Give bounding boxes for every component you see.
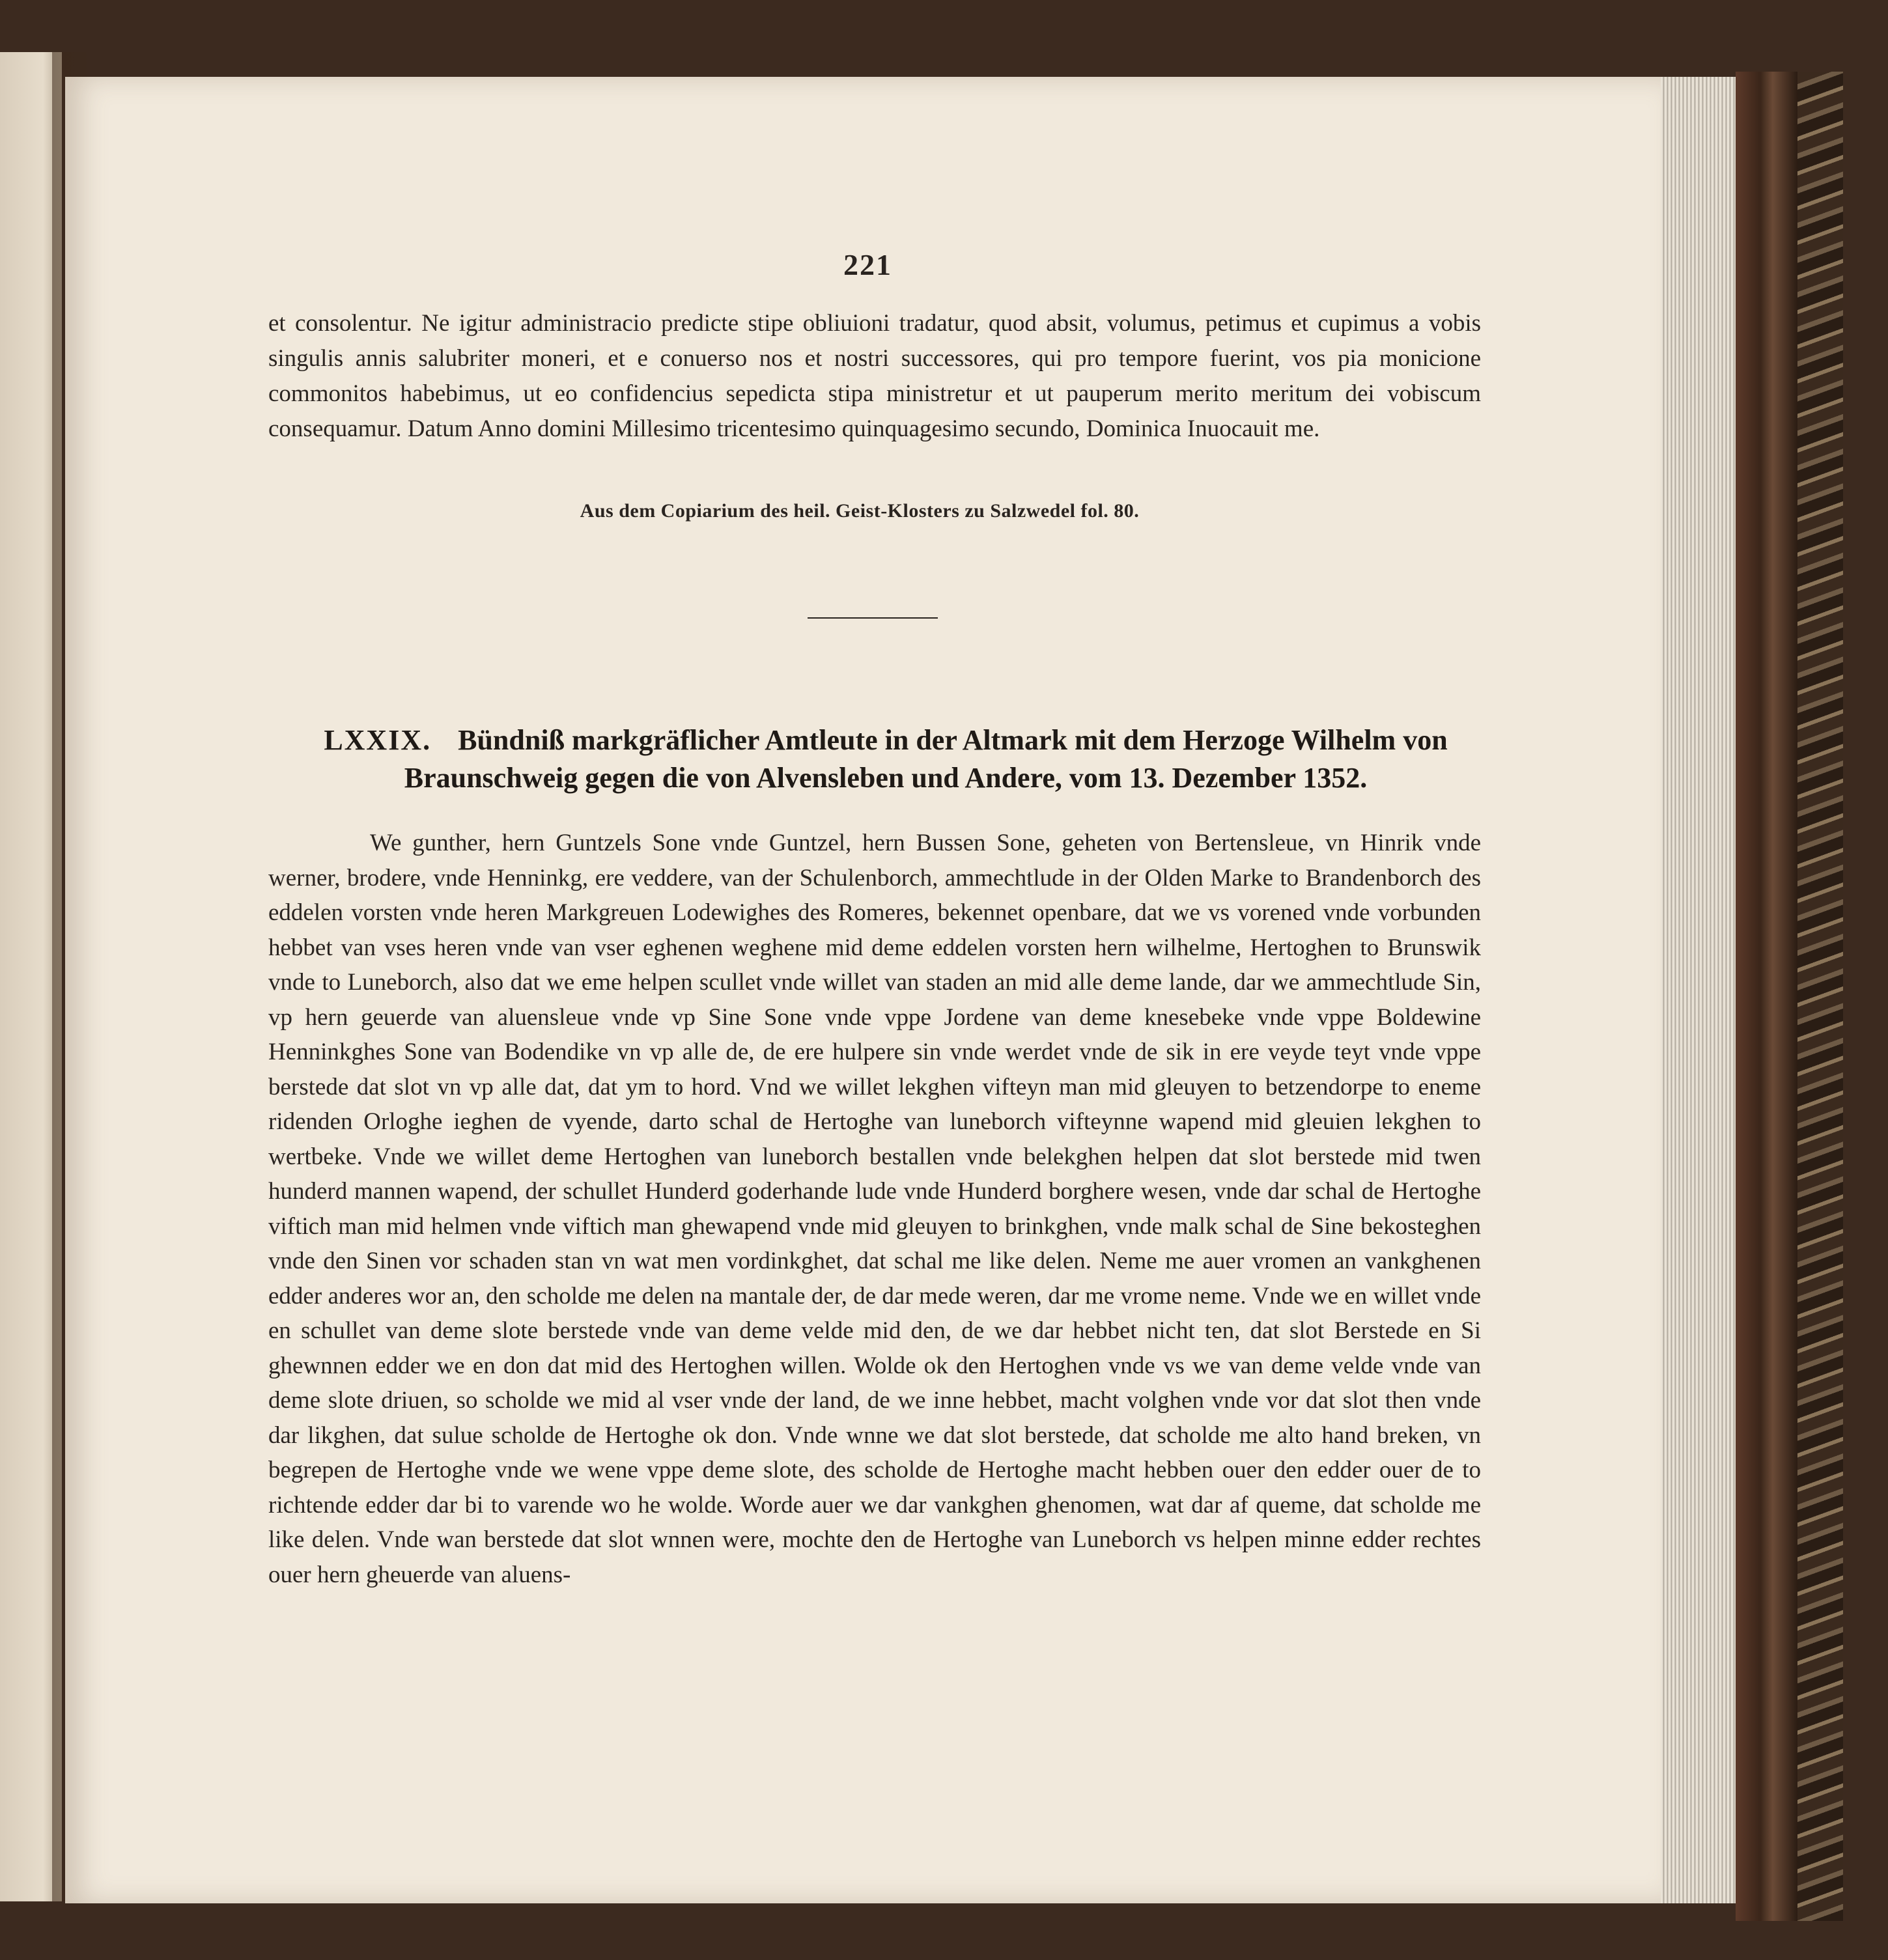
body-paragraph: We gunther, hern Guntzels Sone vnde Guntzel, hern Bussen Sone, geheten von Bertensleue, vn Hinrik vnde werner, brodere, vnde Henninkg, ere veddere, van der Schulenborch, ammechtlude in der Olden Marke to Brandenborch des eddelen vorsten vnde heren Markgreuen Lodewighes des Romeres, bekennet openbare, dat we vs vorened vnde vorbunden hebbet van vses heren vnde van vser eghenen weghene mid deme eddelen vorsten hern wilhelme, Hertoghen to Brunswik vnde to Luneborch, also dat we eme helpen scullet vnde willet van staden an mid alle deme lande, dar we ammechtlude Sin, vp hern geuerde van aluensleue vnde vp Sine Sone vnde vppe Jordene van deme knesebeke vnde vppe Boldewine Henninkghes Sone van Bodendike vn vp alle de, de ere hulpere sin vnde werdet vnde de sik in ere veyde teyt vnde vppe berstede dat slot vn vp alle dat, dat ym to hord. Vnd we willet lekghen vifteyn man mid gleuyen to betzendorpe to eneme ridenden Orloghe ieghen de vyende, darto schal de Hertoghe van luneborch vifteynne wapend mid gleuien lekghen to wertbeke. Vnde we willet deme Hertoghen van luneborch bestallen vnde belekghen helpen dat slot berstede mid twen hunderd mannen wapend, der schullet Hunderd goderhande lude vnde Hunderd borghere wesen, vnde dar schal de Hertoghe viftich man mid helmen vnde viftich man ghewapend vnde mid gleuyen to brinkghen, vnde malk schal de Sine bekosteghen vnde den Sinen vor schaden stan vn wat men vordinkghet, dat schal me like delen. Neme me auer vromen an vankghenen edder anderes wor an, den scholde me delen na mantale der, de dar mede weren, dar me vrome neme. Vnde we en willet vnde en schullet van deme slote berstede vnde van deme velde mid den, de we dar hebbet nicht ten, dat slot Berstede en Si ghewnnen edder we en don dat mid des Hertoghen willen. Wolde ok den Hertoghen vnde vs we van deme velde vnde van deme slote driuen, so scholde we mid al vser vnde der land, de we inne hebbet, macht volghen vnde vor dat slot then vnde dar likghen, dat sulue scholde de Hertoghe ok don. Vnde wnne we dat slot berstede, dat scholde me alto hand breken, vn begrepen de Hertoghe vnde we wene vppe deme slote, des scholde de Hertoghe macht hebben ouer den edder ouer de to richtende edder dar bi to varende wo he wolde. Worde auer we dar vankghen ghenomen, wat dar af queme, dat scholde me like delen. Vnde wan berstede dat slot wnnen were, mochte den de Hertoghe van Luneborch vs helpen minne edder rechtes ouer hern gheuerde van aluens- [268,830,1481,1588]
latin-paragraph [268,306,1481,447]
marbled-cover [1797,72,1843,1921]
book-cover-edge [1736,72,1797,1921]
book-page [65,77,1661,1903]
source-note: Aus dem Copiarium des heil. Geist-Klosters zu Salzwedel fol. 80. [580,500,1140,522]
fore-edge-pages [1661,77,1736,1903]
document-title: Bündniß markgräflicher Amtleute in der Altmark mit dem Herzoge Wilhelm von Braunschweig gegen die von Alvensleben und Andere, vom 13. Dezember 1352. [404,724,1448,794]
document-body [268,826,1481,1592]
document-number: LXXIX. [324,724,432,756]
latin-text: et consolentur. Ne igitur administracio predicte stipe obliuioni tradatur, quod absit, volumus, petimus et cupimus a vobis singulis annis salubriter moneri, et e conuerso nos et nostri successores, qui pro tempore fuerint, vos pia monicione commonitos habebimus, ut eo confidencius sepedicta stipa ministretur et ut pauperum merito meritum dei vobiscum consequamur. Datum Anno domini Millesimo tricentesimo quinquagesimo secundo, Dominica Inuocauit me. [268,310,1481,442]
document-heading [293,721,1478,797]
section-divider [808,617,938,619]
page-number: 221 [843,248,892,281]
